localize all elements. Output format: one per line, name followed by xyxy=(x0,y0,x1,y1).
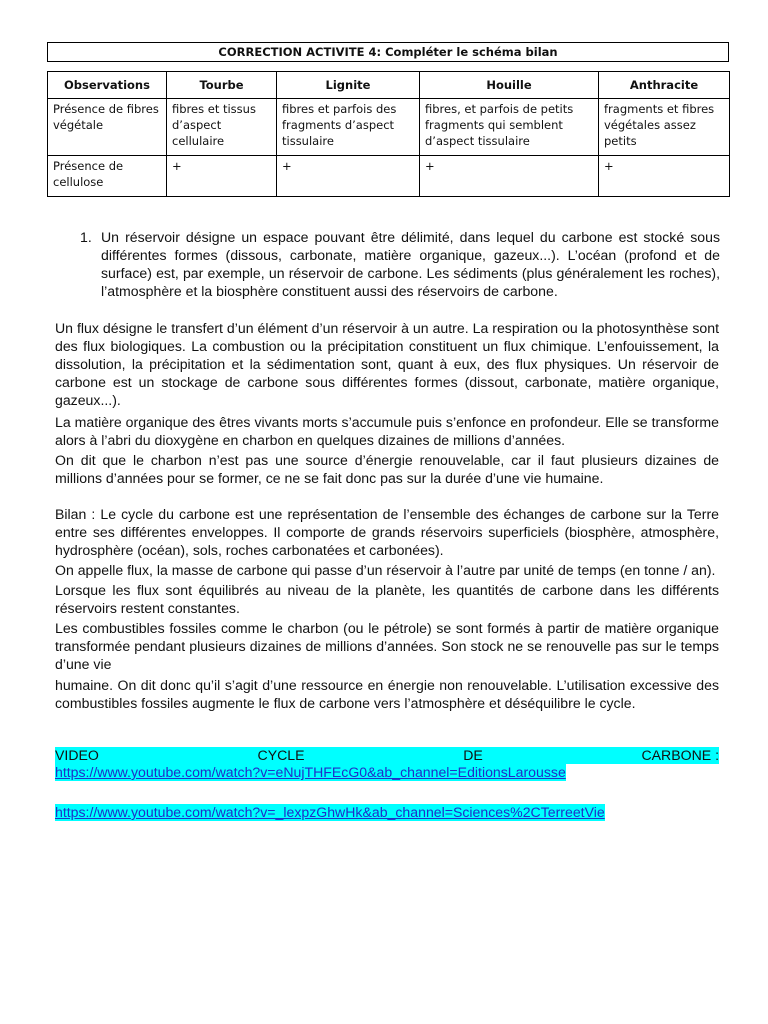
video-heading xyxy=(55,747,719,764)
column-header: Houille xyxy=(420,72,599,99)
table-cell: + xyxy=(167,156,277,197)
video-word: DE xyxy=(463,747,483,763)
table-cell: fibres et parfois des fragments d’aspect tissulaire xyxy=(277,99,420,156)
paragraph-reservoir: Un réservoir désigne un espace pouvant être délimité, dans lequel du carbone est stocké sous différentes formes (dissous, carbonate, matière organique, gazeux...). L’océan (profond et de surface) est, par exemple, un réservoir de carbone. Les sédiments (plus généralement les roches), l’atmosphère et la biosphère constituent aussi des réservoirs de carbone. xyxy=(101,229,720,299)
paragraph-flux: Un flux désigne le transfert d’un élément d’un réservoir à un autre. La respiration ou la photosynthèse sont des flux biologiques. La combustion ou la précipitation constituent un flux chimique. L’enfouissement, la dissolution, la précipitation et la sédimentation sont, quant à eux, des flux physiques. Un réservoir de carbone est un stockage de carbone sous différentes formes (dissout, carbonate, matière organique, gazeux...). xyxy=(55,320,719,408)
video-word: CYCLE xyxy=(257,747,305,763)
paragraph-bilan: Bilan : Le cycle du carbone est une représentation de l’ensemble des échanges de carbone sur la Terre entre ses différentes enveloppes. Il comporte de grands réservoirs superficiels (biosphère, atmosphère, hydrosphère (océan), sols, roches carbonatées et carbonées). xyxy=(55,506,719,558)
paragraph-charbon: On dit que le charbon n’est pas une source d’énergie renouvelable, car il faut plusieurs dizaines de millions d’années pour se former, ce ne se fait donc pas sur la durée d’une vie humaine. xyxy=(55,452,719,486)
table-cell: Présence de fibres végétale xyxy=(48,99,167,156)
video-word: VIDEO xyxy=(55,747,99,763)
video-link-svt[interactable]: https://www.youtube.com/watch?v=_lexpzGhwHk&ab_channel=Sciences%2CTerreetVie xyxy=(55,804,605,820)
video-word: CARBONE : xyxy=(641,747,719,763)
column-header: Lignite xyxy=(277,72,420,99)
table-header-row xyxy=(48,72,730,99)
observations-table xyxy=(47,71,730,197)
table-cell: fibres et tissus d’aspect cellulaire xyxy=(167,99,277,156)
column-header: Tourbe xyxy=(167,72,277,99)
page-title: CORRECTION ACTIVITE 4: Compléter le schéma bilan xyxy=(47,42,729,62)
column-header: Observations xyxy=(48,72,167,99)
body-block-1 xyxy=(55,319,719,487)
body-block-2 xyxy=(55,505,719,712)
table-cell: fibres, et parfois de petits fragments qui semblent d’aspect tissulaire xyxy=(420,99,599,156)
table-cell: + xyxy=(277,156,420,197)
column-header: Anthracite xyxy=(599,72,730,99)
list-number: 1. xyxy=(80,229,92,245)
table-cell: fragments et fibres végétales assez petits xyxy=(599,99,730,156)
paragraph-appelle: On appelle flux, la masse de carbone qui passe d’un réservoir à l’autre par unité de temps (en tonne / an). xyxy=(55,562,716,578)
table-cell: Présence de cellulose xyxy=(48,156,167,197)
table-cell: + xyxy=(420,156,599,197)
paragraph-matiere: La matière organique des êtres vivants morts s’accumule puis s’enfonce en profondeur. Elle se transforme alors à l’abri du dioxygène en charbon en quelques dizaines de millions d’années. xyxy=(55,414,719,448)
table-row xyxy=(48,156,730,197)
table-row xyxy=(48,99,730,156)
table-cell: + xyxy=(599,156,730,197)
paragraph-fossiles: Les combustibles fossiles comme le charbon (ou le pétrole) se sont formés à partir de matière organique transformée pendant plusieurs dizaines de millions d’années. Son stock ne se renouvelle pas sur le temps d’une vie xyxy=(55,620,719,672)
paragraph-equilibres: Lorsque les flux sont équilibrés au niveau de la planète, les quantités de carbone dans les différents réservoirs restent constantes. xyxy=(55,582,719,616)
numbered-item xyxy=(80,228,720,300)
video-link-larousse[interactable]: https://www.youtube.com/watch?v=eNujTHFEcG0&ab_channel=EditionsLarousse xyxy=(55,764,566,780)
paragraph-humaine: humaine. On dit donc qu’il s’agit d’une ressource en énergie non renouvelable. L’utilisation excessive des combustibles fossiles augmente le flux de carbone vers l’atmosphère et déséquilibre le cycle. xyxy=(55,677,719,711)
